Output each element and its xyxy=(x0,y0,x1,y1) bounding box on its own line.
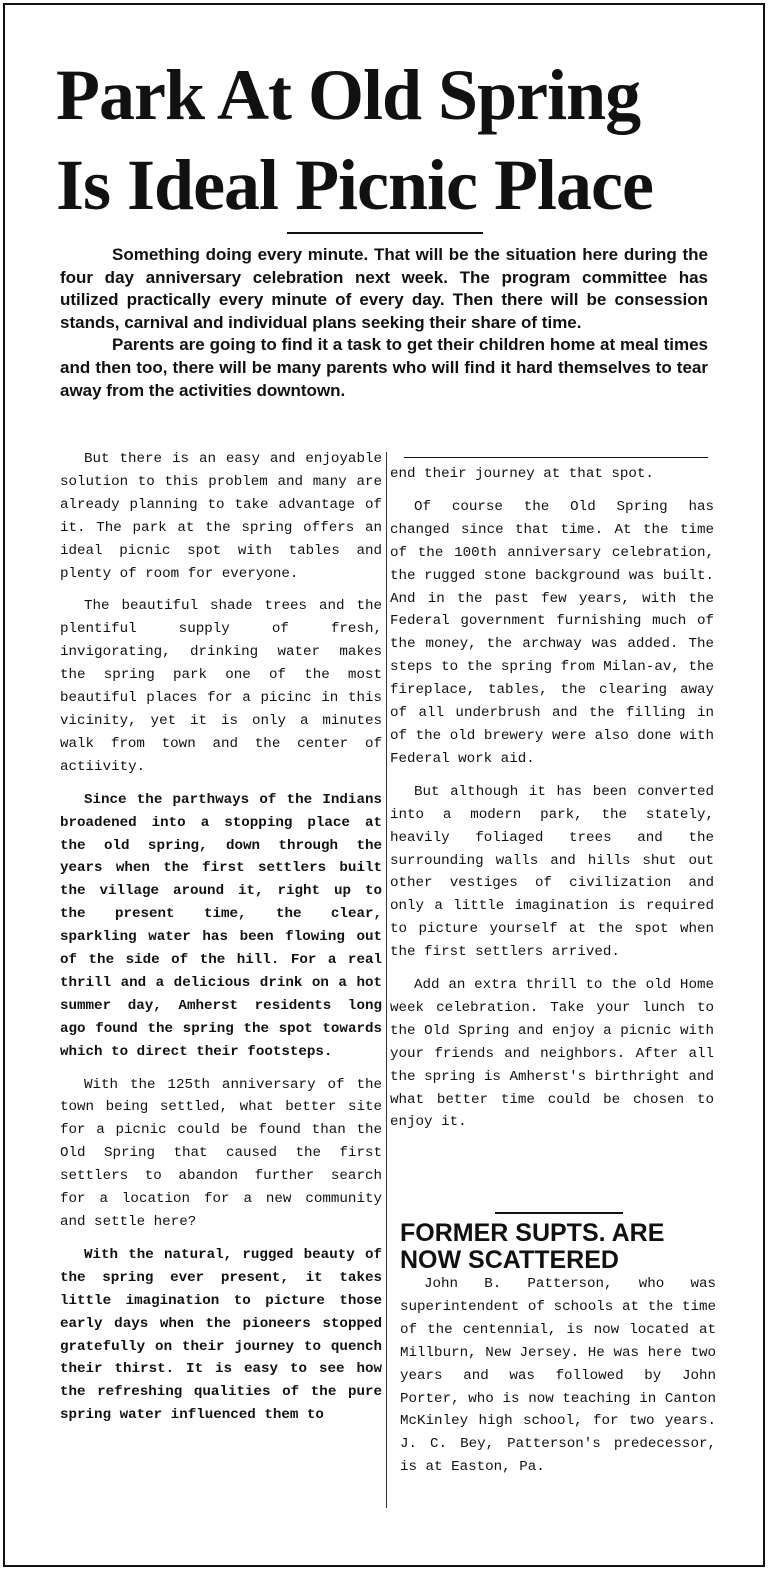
second-article-body xyxy=(400,1273,716,1489)
headline-line-2: Is Ideal Picnic Place xyxy=(56,145,653,225)
left-column xyxy=(60,448,382,1437)
left-paragraph-4: With the 125th anniversary of the town being settled, what better site for a picnic could be found than the Old Spring that caused the first settlers to abandon further search for a location for a new community and settle here? xyxy=(60,1076,382,1230)
right-paragraph-1: end their journey at that spot. xyxy=(390,466,654,482)
second-headline-line-1: FORMER SUPTS. ARE xyxy=(400,1219,665,1247)
second-article-headline xyxy=(400,1220,716,1274)
left-paragraph-5: With the natural, rugged beauty of the spring ever present, it takes little imagination to picture those early days when the pioneers stopped gratefully on their journey to quench their thirst. It is easy to see how the refreshing qualities of the pure spring water influenced them to xyxy=(60,1246,382,1424)
lead-end-rule xyxy=(404,457,708,458)
left-paragraph-3: Since the parthways of the Indians broadened into a stopping place at the old spring, down through the years when the first settlers built the village around it, right up to the present time, the clear, sparkling water has been flowing out of the side of the hill. For a real thrill and a delicious drink on a hot summer day, Amherst residents long ago found the spring the spot towards which to direct their footsteps. xyxy=(60,791,382,1060)
right-paragraph-3: But although it has been converted into a modern park, the stately, heavily foliaged trees and the surrounding walls and hills shut out other vestiges of civilization and only a little imagination is required to picture yourself at the spot when the first settlers arrived. xyxy=(390,783,714,961)
right-column xyxy=(390,463,714,1144)
lead-paragraph-2: Parents are going to find it a task to get their children home at meal times and then too, there will be many parents who will find it hard themselves to tear away from the activities downtown. xyxy=(60,335,708,400)
headline-line-1: Park At Old Spring xyxy=(56,55,641,135)
left-paragraph-1: But there is an easy and enjoyable solution to this problem and many are already planning to take advantage of it. The park at the spring offers an ideal picnic spot with tables and plenty of room for everyone. xyxy=(60,451,382,582)
headline xyxy=(56,50,726,230)
second-headline-line-2: NOW SCATTERED xyxy=(400,1246,619,1274)
left-paragraph-2: The beautiful shade trees and the plentiful supply of fresh, invigorating, drinking water makes the spring park one of the most beautiful places for a picinc in this vicinity, yet it is only a minutes walk from town and the center of actiivity. xyxy=(60,598,382,775)
right-paragraph-2: Of course the Old Spring has changed since that time. At the time of the 100th anniversary celebration, the rugged stone background was built. And in the past few years, with the Federal government furnishing much of the money, the archway was added. The steps to the spring from Milan-av, the fireplace, tables, the clearing away of all underbrush and the filling in of the old brewery were also done with Federal work aid. xyxy=(390,498,714,767)
headline-rule xyxy=(287,232,483,234)
lead-paragraphs xyxy=(60,244,708,402)
lead-paragraph-1: Something doing every minute. That will be the situation here during the four day anniversary celebration next week. The program committee has utilized practically every minute of every day. Then there will be consession stands, carnival and individual plans seeking their share of time. xyxy=(60,245,708,332)
article-separator-rule xyxy=(495,1212,623,1214)
right-paragraph-4: Add an extra thrill to the old Home week celebration. Take your lunch to the Old Spring and enjoy a picnic with your friends and neighbors. After all the spring is Amherst's birthright and what better time could be chosen to enjoy it. xyxy=(390,977,714,1131)
second-article-paragraph: John B. Patterson, who was superintendent of schools at the time of the centennial, is now located at Millburn, New Jersey. He was here two years and was followed by John Porter, who is now teaching in Canton McKinley high school, for two years. J. C. Bey, Patterson's predecessor, is at Easton, Pa. xyxy=(400,1276,716,1476)
column-divider xyxy=(386,452,387,1508)
